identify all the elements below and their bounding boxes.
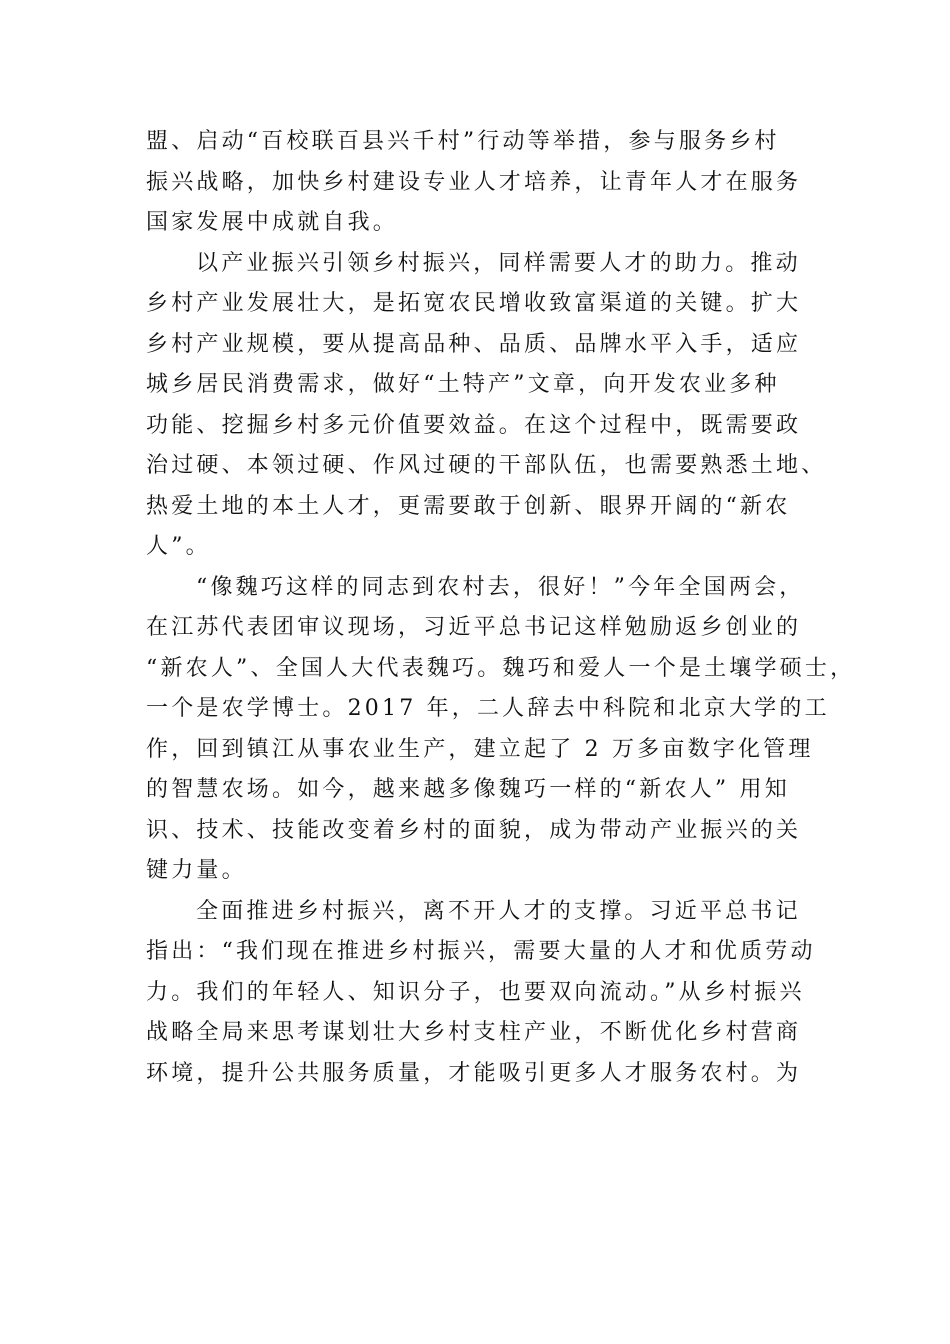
text-line: 盟、启动“百校联百县兴千村”行动等举措，参与服务乡村 (146, 129, 780, 154)
text-line: 一个是农学博士。2017 年，二人辞去中科院和北京大学的工 (146, 696, 830, 721)
text-line: 识、技术、技能改变着乡村的面貌，成为带动产业振兴的关 (146, 817, 802, 843)
text-line: 治过硬、本领过硬、作风过硬的干部队伍，也需要熟悉土地、 (146, 453, 827, 478)
text-line: 全面推进乡村振兴，离不开人才的支撑。习近平总书记 (196, 898, 801, 924)
text-line: 键力量。 (146, 858, 247, 883)
document-body (146, 122, 856, 1094)
paragraph-2 (146, 244, 846, 568)
paragraph-3 (146, 568, 856, 892)
text-line: 力。我们的年轻人、知识分子，也要双向流动。”从乡村振兴 (146, 979, 805, 1005)
text-line: 环境，提升公共服务质量，才能吸引更多人才服务农村。为 (146, 1060, 802, 1086)
text-line: 作，回到镇江从事农业生产，建立起了 2 万多亩数字化管理 (146, 736, 814, 762)
text-line: 乡村产业规模，要从提高品种、品质、品牌水平入手，适应 (146, 331, 802, 357)
text-line: 的智慧农场。如今，越来越多像魏巧一样的“新农人” 用知 (146, 777, 790, 802)
text-line: “新农人”、全国人大代表魏巧。魏巧和爱人一个是土壤学硕士， (146, 655, 856, 681)
text-line: 在江苏代表团审议现场，习近平总书记这样勉励返乡创业的 (146, 615, 802, 640)
text-line: “像魏巧这样的同志到农村去，很好！”今年全国两会， (196, 574, 805, 600)
text-line: 功能、挖掘乡村多元价值要效益。在这个过程中，既需要政 (146, 412, 802, 438)
text-line: 战略全局来思考谋划壮大乡村支柱产业，不断优化乡村营商 (146, 1020, 802, 1045)
paragraph-4 (146, 892, 846, 1095)
text-line: 国家发展中成就自我。 (146, 210, 399, 235)
text-line: 城乡居民消费需求，做好“土特产”文章，向开发农业多种 (146, 372, 780, 397)
text-line: 热爱土地的本土人才，更需要敢于创新、眼界开阔的“新农 (146, 493, 791, 519)
text-line: 振兴战略，加快乡村建设专业人才培养，让青年人才在服务 (146, 169, 802, 195)
paragraph-1 (146, 122, 846, 244)
text-line: 指出：“我们现在推进乡村振兴，需要大量的人才和优质劳动 (146, 939, 816, 964)
text-line: 以产业振兴引领乡村振兴，同样需要人才的助力。推动 (196, 250, 801, 276)
text-line: 乡村产业发展壮大，是拓宽农民增收致富渠道的关键。扩大 (146, 291, 802, 316)
text-line: 人”。 (146, 534, 211, 559)
